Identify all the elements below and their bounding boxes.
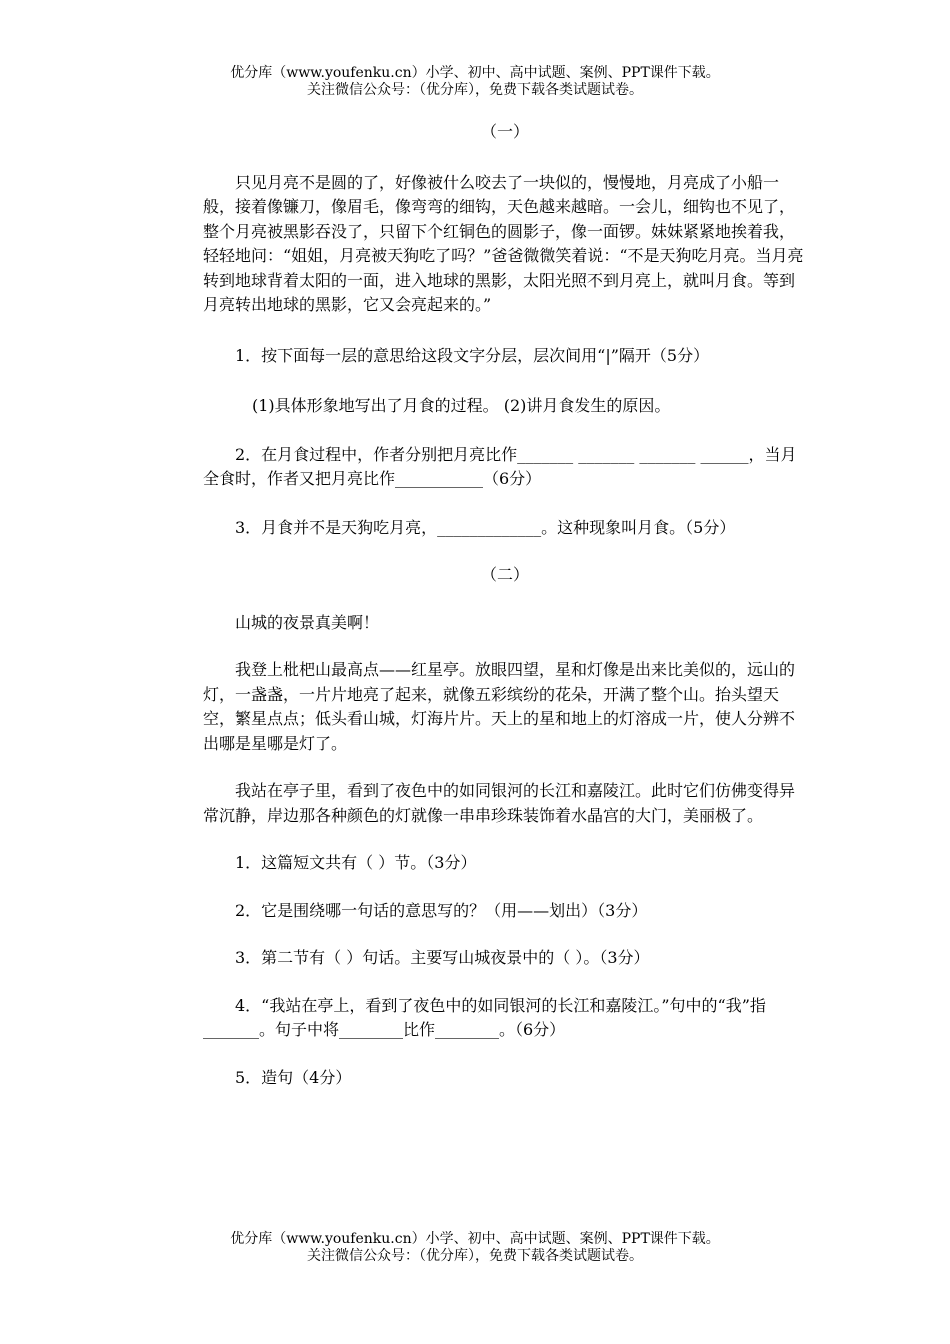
section-1-title: （一） (480, 122, 529, 141)
section-1-question-2: 2．在月食过程中，作者分别把月亮比作_______ _______ _______ ______，当月全食时，作者又把月亮比作___________（6分） (203, 444, 797, 488)
section-1-passage: 只见月亮不是圆的了，好像被什么咬去了一块似的，慢慢地，月亮成了小船一般，接着像镰刀，像眉毛，像弯弯的细钩，天色越来越暗。一会儿，细钩也不见了，整个月亮被黑影吞没了，只留下个红铜色的圆影子，像一面锣。妹妹紧紧地挨着我，轻轻地问：“姐姐，月亮被天狗吃了吗？”爸爸微微笑着说：“不是天狗吃月亮。当月亮转到地球背着太阳的一面，进入地球的黑影，太阳光照不到月亮上，就叫月食。等到月亮转出地球的黑影，它又会亮起来的。” (203, 172, 804, 314)
section-2-paragraph-1: 山城的夜景真美啊！ (235, 612, 380, 632)
section-2-question-5: 5．造句（4分） (235, 1067, 352, 1087)
footer-line-1: 优分库（www.youfenku.cn）小学、初中、高中试题、案例、PPT课件下载。 (230, 1231, 720, 1247)
section-1-question-1-items: (1)具体形象地写出了月食的过程。 (2)讲月食发生的原因。 (252, 396, 671, 415)
section-2-question-2: 2．它是围绕哪一句话的意思写的？（用——划出）（3分） (235, 900, 648, 920)
section-2-paragraph-3: 我站在亭子里，看到了夜色中的如同银河的长江和嘉陵江。此时它们仿佛变得异常沉静，岸边那各种颜色的灯就像一串串珍珠装饰着水晶宫的大门，美丽极了。 (203, 781, 796, 825)
document-body (203, 120, 807, 1090)
section-2-question-4: 4．“我站在亭上，看到了夜色中的如同银河的长江和嘉陵江。”句中的“我”指_______。句子中将________比作________。（6分） (203, 995, 766, 1039)
page-header (0, 65, 950, 99)
header-line-1: 优分库（www.youfenku.cn）小学、初中、高中试题、案例、PPT课件下载。 (230, 65, 720, 81)
section-1-question-1: 1．按下面每一层的意思给这段文字分层，层次间用“|”隔开（5分） (235, 345, 710, 365)
section-2-question-1: 1．这篇短文共有（ ）节。（3分） (235, 853, 477, 872)
footer-line-2: 关注微信公众号：（优分库），免费下载各类试题试卷。 (307, 1248, 643, 1264)
section-2-question-3: 3．第二节有（ ）句话。主要写山城夜景中的（ ）。（3分） (235, 948, 650, 967)
section-1-question-3: 3．月食并不是天狗吃月亮，_____________。这种现象叫月食。（5分） (235, 517, 736, 537)
section-2-paragraph-2: 我登上枇杷山最高点——红星亭。放眼四望，星和灯像是出来比美似的，远山的灯，一盏盏，一片片地亮了起来，就像五彩缤纷的花朵，开满了整个山。抬头望天空，繁星点点；低头看山城，灯海片片。天上的星和地上的灯溶成一片，使人分辨不出哪是星哪是灯了。 (203, 660, 796, 753)
section-2-title: （二） (480, 565, 529, 584)
header-line-2: 关注微信公众号：（优分库），免费下载各类试题试卷。 (307, 82, 643, 98)
page-footer (0, 1231, 950, 1265)
